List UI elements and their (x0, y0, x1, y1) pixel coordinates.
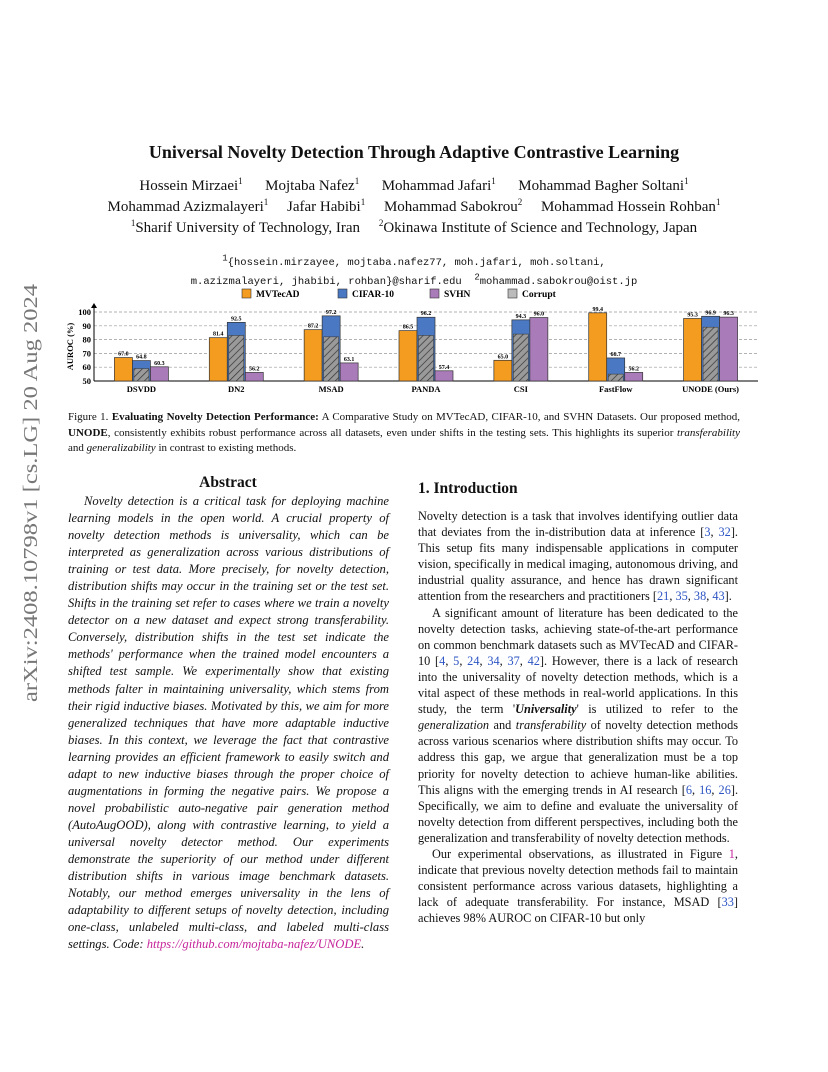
bar (625, 372, 643, 381)
legend-swatch (242, 289, 251, 298)
legend-label: Corrupt (522, 290, 556, 300)
bar (150, 367, 168, 381)
citation-link[interactable]: 26 (718, 782, 731, 797)
data-label: 64.8 (136, 354, 147, 361)
bar (589, 313, 607, 381)
email-line-2: m.azizmalayeri, jhabibi, rohban}@sharif.edu $^2$mohammad.sabokrou@oist.jp (190, 272, 638, 288)
bar (494, 360, 512, 381)
figure-reference-link[interactable]: 1 (728, 846, 735, 861)
abstract-heading: Abstract (199, 474, 257, 491)
bar (720, 317, 738, 381)
y-tick-label: 90 (82, 320, 91, 331)
citation-link[interactable]: 3 (704, 525, 711, 540)
author: Jafar Habibi$^1$ (287, 197, 366, 215)
data-label: 94.3 (515, 313, 527, 320)
citation-link[interactable]: 35 (675, 589, 688, 604)
bar (114, 358, 132, 381)
corrupt-bar (513, 334, 528, 381)
data-label: 96.3 (723, 311, 734, 318)
data-label: 99.4 (592, 306, 603, 313)
citation-link[interactable]: 32 (718, 525, 731, 540)
data-label: 86.5 (402, 324, 414, 331)
legend-swatch (430, 289, 439, 298)
bar (399, 331, 417, 381)
corrupt-bar (608, 374, 623, 381)
data-label: 96.0 (533, 311, 545, 318)
affiliation: $^1$Sharif University of Technology, Iran (130, 218, 361, 236)
corrupt-bar (229, 335, 244, 381)
citation-link[interactable]: 16 (699, 782, 712, 797)
data-label: 60.3 (154, 360, 165, 367)
data-label: 66.7 (610, 351, 621, 358)
data-label: 87.2 (307, 323, 319, 330)
author: Mohammad Sabokrou$^2$ (383, 197, 523, 215)
y-tick-label: 80 (82, 334, 91, 345)
citation-link[interactable]: 42 (527, 653, 540, 668)
author: Mohammad Hossein Rohban$^1$ (540, 197, 721, 215)
data-label: 92.5 (231, 316, 242, 323)
intro-paragraph: A significant amount of literature has been dedicated to the novelty detection tasks, achieving state-of-the-art performance on common benchmark datasets such as MVTecAD and CIFAR-10 [4, 5, 24, 34, 37, 42]. However, there is a lack of research into the universality of novelty detection methods, which is a vital aspect of these methods in real-world applications. In this study, the term 'Universality' is utilized to refer to the generalization and transferability of novelty detection methods across various scenarios where distribution shifts may occur. To address this gap, we argue that generalization must be a top priority for novelty detection to achieve human-like abilities. This aligns with the emerging trends in AI research [6, 16, 26]. Specifically, we aim to define and evaluate the universality of novelty detection from different perspectives, including both the generalization and transferability of novelty detection methods. (418, 605, 739, 845)
y-tick-label: 60 (82, 362, 91, 373)
y-tick-label: 70 (82, 348, 91, 359)
corrupt-bar (134, 369, 149, 381)
bar (304, 330, 322, 381)
x-tick-label: CSI (513, 384, 528, 394)
caption-method: UNODE (68, 426, 108, 439)
citation-link[interactable]: 33 (721, 895, 734, 910)
bar (435, 371, 453, 381)
bar (209, 338, 227, 381)
abstract-body: Novelty detection is a critical task for deploying machine learning models in the open world. A crucial property of novelty detection methods is universality, which can be interpreted as generalization across various distributions of training or test data. More precisely, for novelty detection, distribution shifts may occur in the training set or the test set. Shifts in the training set refer to cases where we train a novelty detector on a new dataset and expect strong transferability. Conversely, distribution shifts in the test set indicate the methods' performance when the trained model encounters a shifted test sample. We experimentally show that existing methods falter in maintaining universality, which stems from their rigid inductive biases. Motivated by this, we aim for more generalized techniques that have more adaptable inductive biases. In this context, we leverage the fact that contrastive learning provides an efficient framework to easily switch and adapt to new inductive biases through the proper choice of augmentations in forming the negative pairs. We propose a novel probabilistic auto-negative pair generation method (AutoAugOOD), along with contrastive learning, to yield a universal novelty detector method. Our experiments demonstrate the superiority of our method under different distribution shifts in various image benchmark datasets. Notably, our method emerges universality in the lens of adaptability to different setups of novelty detection, including one-class, unlabeled multi-class, and labeled multi-class settings. Code: https://github.com/mojtaba-nafez/UNODE. (68, 494, 389, 952)
bar (530, 318, 548, 381)
legend-swatch (338, 289, 347, 298)
introduction-heading: 1. Introduction (418, 480, 518, 497)
citation-link[interactable]: 43 (712, 589, 725, 604)
y-tick-label: 50 (82, 376, 91, 386)
figure-caption: Figure 1. Evaluating Novelty Detection Performance: A Comparative Study on MVTecAD, CIFAR-10, and SVHN Datasets. Our proposed method, UNODE, consistently exhibits robust performance across all datasets, even under shifts in the testing sets. This highlights its superior transferability and generalizability in contrast to existing methods. (68, 411, 740, 454)
intro-paragraph: Novelty detection is a task that involves identifying outlier data that deviates from the in-distribution data at inference [3, 32]. This setup fits many indispensable applications in computer vision, specifically in medical imaging, autonomous driving, and industrial quality assurance, and hence has drawn significant attention from the researchers and practitioners [21, 35, 38, 43]. (418, 509, 738, 604)
x-tick-label: UNODE (Ours) (682, 384, 740, 394)
citation-link[interactable]: 34 (487, 653, 500, 668)
x-tick-label: PANDA (411, 384, 441, 394)
arxiv-id-text: arXiv:2408.10798v1 [cs.LG] 20 Aug 2024 (21, 369, 42, 702)
introduction-body (418, 508, 738, 926)
data-label: 57.4 (438, 364, 450, 371)
y-tick-label: 100 (78, 307, 91, 317)
citation-link[interactable]: 6 (685, 782, 692, 797)
author: Mohammad Bagher Soltani$^1$ (518, 176, 689, 194)
legend-swatch (508, 289, 517, 298)
bar (245, 372, 263, 381)
paper-title: Universal Novelty Detection Through Adaptive Contrastive Learning (148, 142, 680, 162)
affiliations (60, 218, 768, 239)
data-label: 96.2 (420, 311, 432, 318)
caption-label: Figure 1. (68, 411, 109, 423)
data-label: 56.2 (249, 366, 260, 373)
data-label: 56.2 (628, 366, 639, 373)
author: Mojtaba Nafez$^1$ (265, 176, 360, 194)
citation-link[interactable]: 21 (657, 589, 670, 604)
intro-paragraph: Our experimental observations, as illustrated in Figure 1, indicate that previous novelty detection methods fail to maintain consistent performance across various datasets, highlighting a lack of adequate transferability. For instance, MSAD [33] achieves 98% AUROC on CIFAR-10 but only (418, 846, 738, 926)
author-line-2 (60, 197, 768, 218)
legend-label: MVTecAD (256, 290, 300, 300)
bar (340, 363, 358, 381)
data-label: 67.0 (118, 351, 129, 358)
x-tick-label: DN2 (228, 384, 245, 394)
affiliation: $^2$Okinawa Institute of Science and Technology, Japan (378, 218, 698, 236)
author-line-1 (60, 176, 768, 197)
legend-label: SVHN (444, 290, 471, 300)
x-tick-label: MSAD (318, 384, 344, 394)
email-line-1: $^1${hossein.mirzayee, mojtaba.nafez77, moh.jafari, moh.soltani, (222, 253, 606, 269)
caption-bold-lead: Evaluating Novelty Detection Performance: (111, 411, 319, 423)
author: Hossein Mirzaei$^1$ (139, 176, 243, 194)
data-label: 96.9 (705, 310, 716, 317)
arxiv-identifier (20, 282, 42, 702)
y-axis-label: AUROC (%) (65, 322, 75, 371)
bar (684, 318, 702, 381)
x-tick-label: FastFlow (598, 384, 633, 394)
citation-link[interactable]: 5 (453, 653, 460, 668)
corrupt-bar (324, 337, 339, 381)
citation-link[interactable]: 38 (693, 589, 707, 604)
author: Mohammad Jafari$^1$ (381, 176, 496, 194)
citation-link[interactable]: 37 (507, 653, 520, 668)
y-axis-arrow (91, 303, 97, 308)
x-tick-label: DSVDD (126, 384, 157, 394)
citation-link[interactable]: 24 (467, 653, 480, 668)
corrupt-bar (419, 335, 434, 381)
author: Mohammad Azizmalayeri$^1$ (107, 197, 269, 215)
data-label: 97.2 (325, 309, 337, 316)
corrupt-bar (703, 327, 718, 381)
data-label: 63.1 (343, 356, 355, 363)
citation-link[interactable]: 4 (439, 653, 446, 668)
figure-1-chart (62, 286, 762, 398)
data-label: 95.3 (687, 312, 698, 319)
code-link[interactable]: https://github.com/mojtaba-nafez/UNODE (146, 937, 362, 952)
legend-label: CIFAR-10 (352, 290, 395, 300)
data-label: 81.4 (213, 331, 224, 338)
data-label: 65.0 (497, 354, 509, 361)
